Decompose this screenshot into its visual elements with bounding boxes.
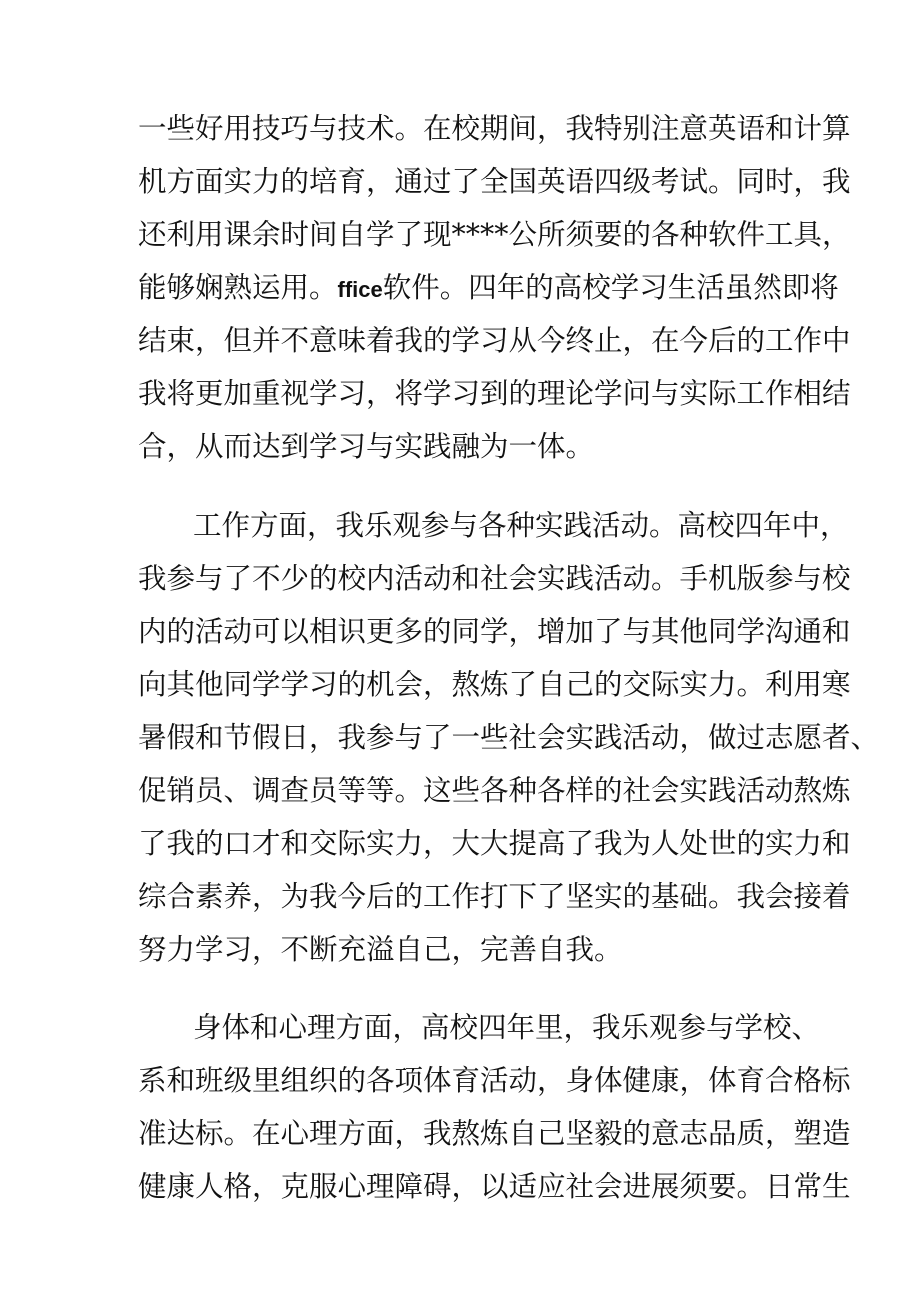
text-line: 一些好用技巧与技术。在校期间，我特别注意英语和计算 — [138, 112, 851, 145]
text-line: 结束，但并不意味着我的学习从今终止，在今后的工作中 — [138, 324, 851, 357]
text-line: 合，从而达到学习与实践融为一体。 — [138, 430, 595, 463]
text-segment-latin: ffice — [337, 277, 383, 302]
text-line: 身体和心理方面，高校四年里，我乐观参与学校、 — [193, 1011, 821, 1044]
text-line: 努力学习，不断充溢自己，完善自我。 — [138, 933, 623, 966]
text-line — [138, 265, 839, 311]
text-line: 机方面实力的培育，通过了全国英语四级考试。同时，我 — [138, 165, 851, 198]
text-line: 我参与了不少的校内活动和社会实践活动。手机版参与校 — [138, 562, 851, 595]
text-line: 了我的口才和交际实力，大大提高了我为人处世的实力和 — [138, 827, 851, 860]
text-line: 向其他同学学习的机会，熬炼了自己的交际实力。利用寒 — [138, 668, 851, 701]
text-line: 准达标。在心理方面，我熬炼自己坚毅的意志品质，塑造 — [138, 1117, 851, 1150]
text-line: 健康人格，克服心理障碍，以适应社会进展须要。日常生 — [138, 1170, 851, 1203]
text-line: 系和班级里组织的各项体育活动，身体健康，体育合格标 — [138, 1064, 851, 1097]
text-line: 还利用课余时间自学了现****公所须要的各种软件工具， — [138, 218, 851, 251]
text-segment: 能够娴熟运用。 — [138, 271, 338, 304]
text-line: 内的活动可以相识更多的同学，增加了与其他同学沟通和 — [138, 615, 851, 648]
text-segment: 软件。四年的高校学习生活虽然即将 — [382, 271, 839, 304]
text-line: 我将更加重视学习，将学习到的理论学问与实际工作相结 — [138, 377, 851, 410]
text-line: 促销员、调查员等等。这些各种各样的社会实践活动熬炼 — [138, 774, 851, 807]
text-line: 暑假和节假日，我参与了一些社会实践活动，做过志愿者、 — [138, 721, 880, 754]
text-line: 综合素养，为我今后的工作打下了坚实的基础。我会接着 — [138, 880, 851, 913]
text-line: 工作方面，我乐观参与各种实践活动。高校四年中， — [193, 509, 849, 542]
